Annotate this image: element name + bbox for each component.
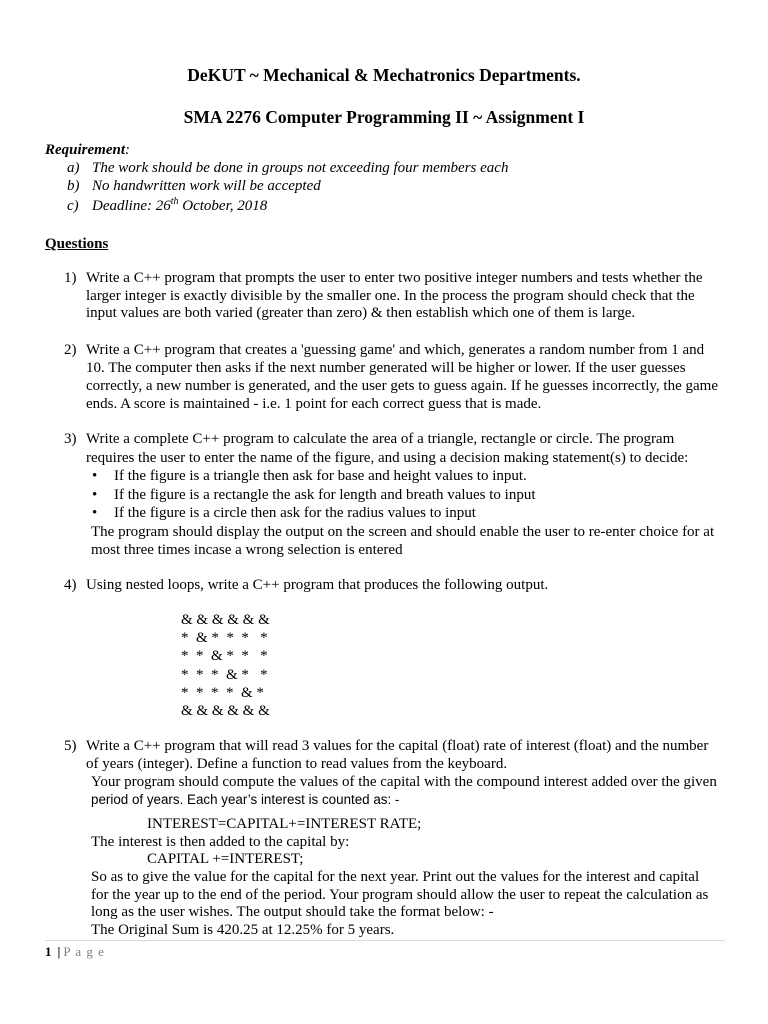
requirement-text: The work should be done in groups not exceeding four members each xyxy=(92,160,509,176)
pattern-row: * * * & * * xyxy=(181,666,268,683)
question-5 xyxy=(0,737,768,809)
question-text-line: Write a complete C++ program to calculate the area of a triangle, rectangle or circle. The program xyxy=(86,431,675,447)
question-text-line: most three times incase a wrong selection is entered xyxy=(91,542,403,558)
question-number: 1) xyxy=(64,270,77,286)
deadline-date: October, 2018 xyxy=(178,198,268,214)
list-marker: a) xyxy=(67,160,80,176)
bullet-item xyxy=(0,486,768,505)
question-text-line: Using nested loops, write a C++ program that produces the following output. xyxy=(86,577,549,593)
requirement-item xyxy=(0,159,768,177)
bullet-icon: • xyxy=(92,468,98,484)
output-pattern xyxy=(181,611,381,720)
page-label: P a g e xyxy=(63,944,105,959)
question-text-line: input values are both varied (greater than zero) & then establish which one of them is large. xyxy=(86,305,636,322)
question-number: 4) xyxy=(64,577,77,593)
question-text-line: Write a C++ program that will read 3 values for the capital (float) rate of interest (float) and the number xyxy=(86,738,709,754)
question-text-line: of years (integer). Define a function to read values from the keyboard. xyxy=(86,756,508,772)
question-text-line: period of years. Each year’s interest is counted as: - xyxy=(91,792,400,807)
questions-heading: Questions xyxy=(45,236,109,252)
question-5-continued xyxy=(0,816,768,940)
question-text-line: The interest is then added to the capital by: xyxy=(91,833,350,850)
requirement-item xyxy=(0,197,768,215)
question-text-line: long as the user wishes. The output should take the format below: - xyxy=(91,904,494,921)
requirement-text xyxy=(92,197,267,215)
list-marker: c) xyxy=(67,198,79,214)
requirement-label: Requirement xyxy=(45,142,126,158)
question-text-line: ends. A score is maintained - i.e. 1 point for each correct guess that is made. xyxy=(86,396,542,412)
question-3 xyxy=(0,430,768,560)
footer-separator: | xyxy=(57,944,61,959)
question-text-line: The program should display the output on the screen and should enable the user to re-enter choice for at xyxy=(91,523,715,540)
question-text-line: So as to give the value for the capital for the next year. Print out the values for the interest and capital xyxy=(91,869,700,886)
question-2 xyxy=(0,341,768,413)
pattern-row: * * & * * * xyxy=(181,648,268,665)
interest-formula: INTEREST=CAPITAL+=INTEREST RATE; xyxy=(147,816,422,832)
question-number: 2) xyxy=(64,342,77,358)
question-text-line: for the year up to the end of the period. Your program should allow the user to repeat the calculation as xyxy=(91,886,709,903)
question-1 xyxy=(0,270,768,323)
pattern-row: * * * * & * xyxy=(181,684,264,701)
question-text-line: Write a C++ program that prompts the user to enter two positive integer numbers and tests whether the xyxy=(86,270,703,286)
document-subtitle: SMA 2276 Computer Programming II ~ Assignment I xyxy=(183,107,585,127)
bullet-item xyxy=(0,504,768,523)
question-number: 3) xyxy=(64,431,77,447)
footer-divider xyxy=(45,940,725,941)
bullet-text: If the figure is a rectangle the ask for length and breath values to input xyxy=(114,486,536,503)
question-text-line: correctly, a new number is generated, and the user gets to guess again. If he guesses incorrectly, the game xyxy=(86,378,718,394)
question-text-line: The Original Sum is 420.25 at 12.25% for 5 years. xyxy=(91,922,395,939)
deadline-text: Deadline: 26 xyxy=(92,198,171,214)
question-text-line: Write a C++ program that creates a 'guessing game' and which, generates a random number from 1 and xyxy=(86,342,705,358)
question-number: 5) xyxy=(64,738,77,754)
question-text-line: larger integer is exactly divisible by the smaller one. In the process the program should check that the xyxy=(86,287,695,304)
pattern-row: & & & & & & xyxy=(181,703,270,720)
requirement-heading xyxy=(0,141,768,159)
requirements-section xyxy=(0,141,768,213)
question-text-line: 10. The computer then asks if the next number generated will be higher or lower. If the user guesses xyxy=(86,360,686,376)
capital-formula: CAPITAL +=INTEREST; xyxy=(147,851,304,868)
page-number: 1 xyxy=(45,944,52,959)
requirement-colon: : xyxy=(125,142,131,158)
bullet-item xyxy=(0,467,768,486)
bullet-text: If the figure is a circle then ask for the radius values to input xyxy=(114,505,476,521)
question-text-line: requires the user to enter the name of the figure, and using a decision making statement(s) to decide: xyxy=(86,449,689,466)
requirement-item xyxy=(0,177,768,195)
bullet-icon: • xyxy=(92,486,98,503)
list-marker: b) xyxy=(67,178,80,194)
ordinal-suffix: th xyxy=(170,196,179,207)
question-text-line: Your program should compute the values of the capital with the compound interest added over the given xyxy=(91,774,717,790)
bullet-icon: • xyxy=(92,505,98,521)
bullet-text: If the figure is a triangle then ask for base and height values to input. xyxy=(114,468,527,484)
requirement-text: No handwritten work will be accepted xyxy=(92,178,321,194)
pattern-row: & & & & & & xyxy=(181,612,270,628)
question-4 xyxy=(0,576,768,594)
document-title: DeKUT ~ Mechanical & Mechatronics Departments. xyxy=(187,65,581,85)
pattern-row: * & * * * * xyxy=(181,630,268,647)
page-footer xyxy=(45,944,105,960)
